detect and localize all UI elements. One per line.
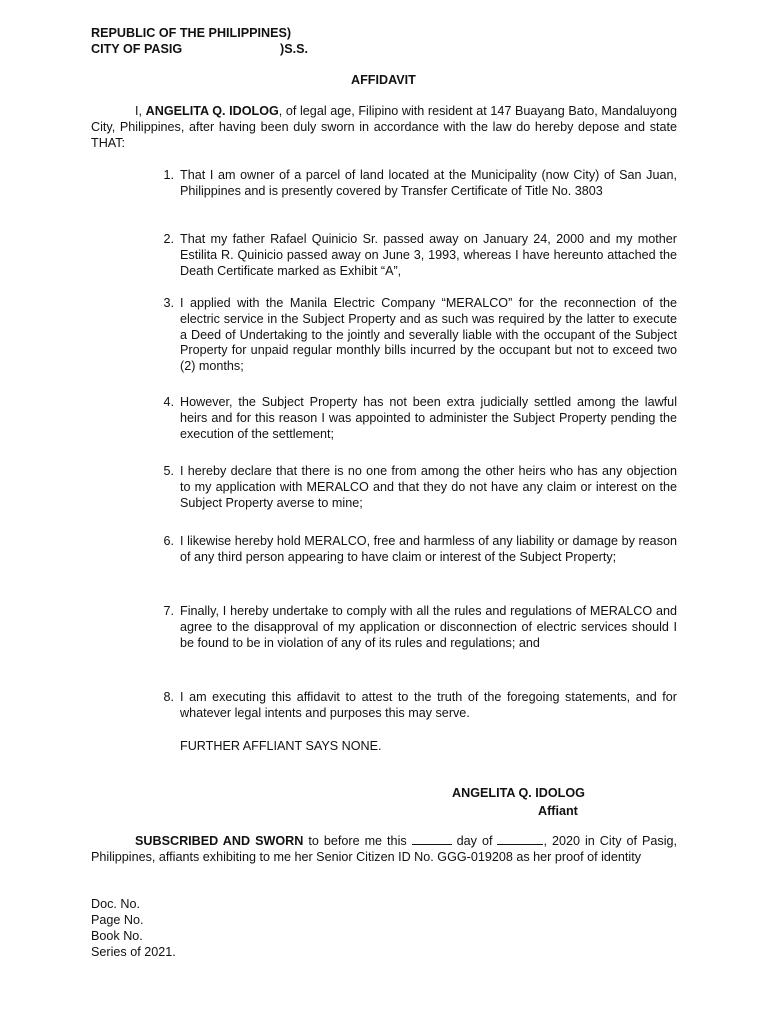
item-number: 1. [163, 168, 174, 182]
month-blank [497, 833, 543, 845]
item-text: I hereby declare that there is no one from among the other heirs who has any objection to my application with MERALCO and that they do not have any claim or interest on the Subject Property averse to mine; [180, 464, 677, 510]
jurat-paragraph [91, 833, 677, 866]
list-item [160, 690, 677, 722]
item-text: However, the Subject Property has not been extra judicially settled among the lawful heirs and for this reason I was appointed to administer the Subject Property pending the execution of the settlement; [180, 395, 677, 441]
signature-role: Affiant [538, 804, 578, 818]
signature-name: ANGELITA Q. IDOLOG [452, 786, 585, 800]
list-item [160, 604, 677, 651]
jurat-part1: to before me this [303, 834, 412, 848]
jurat-lead: SUBSCRIBED AND SWORN [135, 834, 304, 848]
item-text: I am executing this affidavit to attest to the truth of the foregoing statements, and for whatever legal intents and purposes this may serve. [180, 690, 677, 720]
header-ss: )S.S. [280, 42, 308, 56]
item-text: That my father Rafael Quinicio Sr. passed away on January 24, 2000 and my mother Estilita R. Quinicio passed away on June 3, 1993, whereas I have hereunto attached the Death Certificate marked as Exhibit “A”, [180, 232, 677, 278]
notary-series: Series of 2021. [91, 945, 176, 959]
item-number: 6. [163, 534, 174, 548]
item-text: I likewise hereby hold MERALCO, free and harmless of any liability or damage by reason of any third person appearing to have claim or interest of the Subject Property; [180, 534, 677, 564]
affiant-name-intro: ANGELITA Q. IDOLOG [145, 104, 279, 118]
header-city: CITY OF PASIG [91, 42, 183, 56]
item-text: Finally, I hereby undertake to comply with all the rules and regulations of MERALCO and agree to the disapproval of my application or disconnection of electric services should I be found to be in violation of any of its rules and regulations; and [180, 604, 677, 650]
day-blank [412, 833, 452, 845]
jurat-part3: , 2020 in City of Pasig, Philippines, affiants exhibiting to me her Senior Citizen ID No. GGG-019208 as her proof of identity [91, 834, 677, 864]
notary-book-no: Book No. [91, 929, 143, 943]
further-statement: FURTHER AFFLIANT SAYS NONE. [180, 739, 382, 753]
notary-doc-no: Doc. No. [91, 897, 140, 911]
item-number: 8. [163, 690, 174, 704]
item-text: That I am owner of a parcel of land located at the Municipality (now City) of San Juan, Philippines and is presently covered by Transfer Certificate of Title No. 3803 [180, 168, 677, 198]
item-number: 5. [163, 464, 174, 478]
list-item [160, 395, 677, 442]
list-item [160, 296, 677, 375]
list-item [160, 232, 677, 279]
header-republic: REPUBLIC OF THE PHILIPPINES) [91, 26, 292, 40]
intro-lead: I, [135, 104, 146, 118]
notary-page-no: Page No. [91, 913, 144, 927]
intro-paragraph [91, 104, 677, 151]
document-title: AFFIDAVIT [351, 73, 416, 87]
list-item [160, 534, 677, 566]
item-number: 3. [163, 296, 174, 310]
item-number: 7. [163, 604, 174, 618]
item-number: 2. [163, 232, 174, 246]
list-item [160, 464, 677, 511]
item-text: I applied with the Manila Electric Company “MERALCO” for the reconnection of the electric service in the Subject Property and as such was required by the latter to execute a Deed of Undertaking to the jointly and severally liable with the occupant of the Subject Property for unpaid regular monthly bills incurred by the occupant but not to exceed two (2) months; [180, 296, 677, 374]
intro-rest: , of legal age, Filipino with resident at 147 Buayang Bato, Mandaluyong City, Philippines, after having been duly sworn in accordance with the law do hereby depose and state THAT: [91, 104, 677, 150]
item-number: 4. [163, 395, 174, 409]
jurat-part2: day of [451, 834, 498, 848]
list-item [160, 168, 677, 200]
